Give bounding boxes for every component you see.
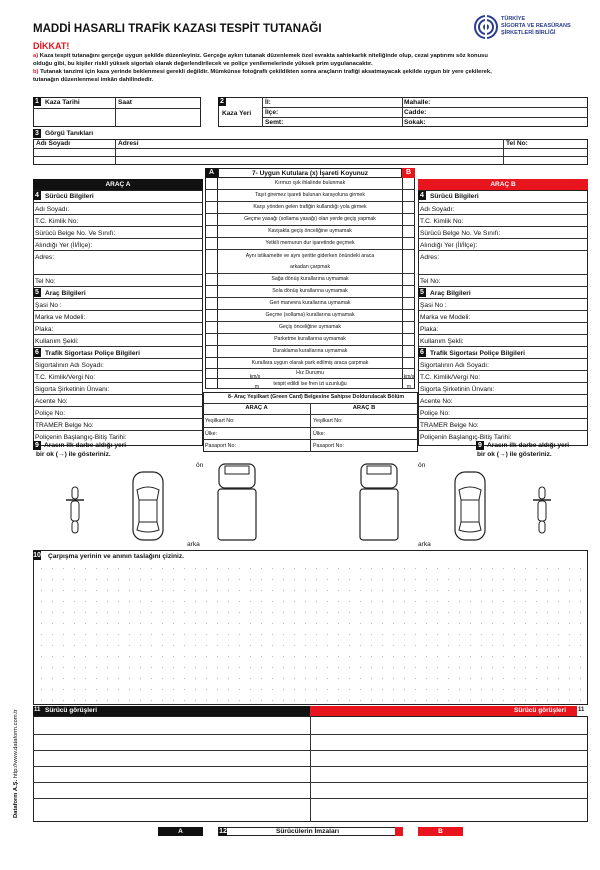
b-driver-address: Adres: — [420, 254, 440, 261]
b-driver-name: Adı Soyadı: — [420, 206, 455, 213]
footer-url: http://www.dataform.com.tr — [13, 709, 19, 779]
b-green-card: Yeşilkart No: — [313, 418, 343, 424]
signature-b-marker: B — [418, 827, 463, 836]
accident-place-label: Kaza Yeri — [222, 110, 252, 117]
a-passport: Pasaport No: — [205, 443, 236, 449]
b-insured-name: Sigortalının Adı Soyadı: — [420, 362, 489, 369]
accident-date-label: Kaza Tarihi — [45, 99, 80, 106]
vehicle-b-header: ARAÇ B — [418, 179, 588, 190]
logo-line3: ŞİRKETLERİ BİRLİĞİ — [501, 30, 556, 36]
rule-12: Geçiş önceliğine uymamak — [279, 324, 341, 330]
b-tramer: TRAMER Belge No: — [420, 422, 479, 429]
b-insurer: Sigorta Şirketinin Ünvanı: — [420, 386, 495, 393]
warning-b-prefix: b) — [33, 69, 39, 75]
a-policy-no: Poliçe No: — [35, 410, 66, 417]
b-back-label: arka — [418, 541, 431, 548]
rule-9: Sola dönüş kurallarına uymamak — [272, 288, 348, 294]
warning-a-prefix: a) — [33, 53, 39, 59]
warning-b2: tutanağın düzenlenmesi imkân dahilindedir. — [33, 77, 154, 83]
rule-7b: arkadan çarpmak — [289, 264, 331, 270]
b-policy-info-title: Trafik Sigortası Poliçe Bilgileri — [430, 350, 525, 357]
rule-11: Geçme (sollama) kurallarına uymamak — [265, 312, 355, 318]
b-license-place: Alındığı Yer (İl/İlçe): — [420, 242, 478, 249]
a-vehicle-info-title: Araç Bilgileri — [45, 290, 86, 297]
a-tramer: TRAMER Belge No: — [35, 422, 94, 429]
a-driver-tc: T.C. Kimlik No: — [35, 218, 79, 225]
district-label: İlçe: — [265, 109, 279, 116]
witnesses-table — [33, 139, 588, 165]
a-brake-unit: m — [254, 384, 260, 390]
b-plate: Plaka: — [420, 326, 439, 333]
a-section-11-number: 11 — [34, 707, 41, 713]
a-insured-name: Sigortalının Adı Soyadı: — [35, 362, 104, 369]
witness-name-header: Adı Soyadı — [36, 140, 71, 147]
b-agency: Acente No: — [420, 398, 453, 405]
b-vehicle-info-title: Araç Bilgileri — [430, 290, 471, 297]
b-policy-dates: Poliçenin Başlangıç-Bitiş Tarihi: — [420, 434, 512, 441]
a-driver-name: Adı Soyadı: — [35, 206, 70, 213]
section-12-number: 12 — [219, 828, 227, 835]
b-model: Marka ve Modeli: — [420, 314, 471, 321]
green-a-header: ARAÇ A — [245, 405, 268, 411]
rule-2: Taşıt giremez işareti bulunan karayoluna girmek — [255, 192, 365, 198]
a-chassis: Şasi No : — [35, 302, 62, 309]
sketch-area[interactable] — [36, 563, 584, 703]
a-motorcycle-icon — [65, 485, 85, 535]
rule-10: Geri manevra kurallarına uymamak — [269, 300, 351, 306]
rule-15: Kurallara uygun olarak park edilmiş araca çarpmak — [251, 360, 369, 366]
b-speed-unit: km/s — [403, 374, 415, 380]
b-opinions-input[interactable] — [311, 717, 587, 821]
b-section-6-number: 6 — [418, 348, 426, 357]
witness-address-header: Adresi — [118, 140, 139, 147]
section-2-number: 2 — [218, 97, 226, 106]
rule-4: Geçme yasağı (sollama yasağı) olan yerde geçiş yapmak — [244, 216, 376, 222]
b-policy-no: Poliçe No: — [420, 410, 451, 417]
a-usage: Kullanım Şekli: — [35, 338, 79, 345]
brake-label: tespit edildi ise fren izi uzunluğu — [273, 381, 347, 387]
a-truck-icon — [215, 462, 259, 542]
vehicle-a-marker: A — [205, 168, 218, 178]
b-driver-info-title: Sürücü Bilgileri — [430, 193, 479, 200]
b-passport: Pasaport No: — [313, 443, 344, 449]
b-section-5-number: 5 — [418, 288, 426, 297]
b-truck-icon — [357, 462, 401, 542]
section-3-number: 3 — [33, 129, 41, 138]
a-section-9-number: 9 — [33, 441, 41, 450]
sketch-title: Çarpışma yerinin ve anının taslağını çiziniz. — [48, 553, 184, 560]
province-label: İl: — [265, 99, 271, 106]
a-opinions-input[interactable] — [34, 717, 309, 821]
a-front-label: ön — [196, 462, 204, 469]
signatures-title: Sürücülerin İmzaları — [276, 828, 340, 835]
rule-5: Kavşakta geçiş önceliğine uymamak — [268, 228, 352, 234]
a-impact-line2: bir ok (→) ile gösteriniz. — [36, 451, 111, 458]
rule-13: Parketme kurallarına uymamak — [274, 336, 346, 342]
a-section-5-number: 5 — [33, 288, 41, 297]
avenue-label: Cadde: — [404, 109, 427, 116]
witness-phone-header: Tel No: — [506, 140, 528, 147]
a-driver-info-title: Sürücü Bilgileri — [45, 193, 94, 200]
b-driver-license: Sürücü Belge No. Ve Sınıfı: — [420, 230, 501, 237]
warning-a1: Kaza tespit tutanağını gerçeğe uygun şekilde düzenleyiniz. Gerçeğe aykırı tutanak düzenlemek özel evrakta sahtekarlık niteliğinde olup, cezai yaptırımı söz konusu — [39, 53, 488, 59]
a-agency: Acente No: — [35, 398, 68, 405]
accident-time-label: Saat — [118, 99, 132, 106]
rule-7a: Aynı istikamette ve aynı şeritte giderken önündeki araca — [245, 253, 375, 259]
rule-1: Kırmızı ışık ihlalinde bulunmak — [274, 180, 346, 186]
neighborhood-label: Mahalle: — [404, 99, 431, 106]
a-plate: Plaka: — [35, 326, 54, 333]
a-license-place: Alındığı Yer (İl/İlçe): — [35, 242, 93, 249]
a-green-card: Yeşilkart No: — [205, 418, 235, 424]
a-back-label: arka — [187, 541, 200, 548]
signature-red-tab — [395, 827, 403, 836]
rule-6: Yetkili memurun dur işaretinde geçmek — [265, 240, 355, 246]
b-impact-line2: bir ok (→) ile gösteriniz. — [477, 451, 552, 458]
accident-date-input[interactable] — [34, 109, 114, 126]
section-1-number: 1 — [33, 97, 41, 106]
b-driver-tc: T.C. Kimlik No: — [420, 218, 464, 225]
green-b-header: ARAÇ B — [352, 405, 376, 411]
vehicle-b-marker: B — [402, 168, 415, 178]
tsrsb-logo-icon — [474, 15, 498, 39]
b-motorcycle-icon — [532, 485, 552, 535]
b-chassis: Şasi No : — [420, 302, 447, 309]
street-label: Sokak: — [404, 119, 426, 126]
section-10-number: 10 — [33, 552, 41, 559]
b-brake-unit: m — [406, 384, 412, 390]
a-section-6-number: 6 — [33, 348, 41, 357]
warning-a2: olduğu gibi, bu kişiler riskli yüksek sigortalı olarak değerlendirilecek ve poliçe yenilemelerinde yüksek prim uygulanacaktır. — [33, 61, 373, 67]
a-impact-line1: Aracın ilk darbe aldığı yeri — [44, 442, 127, 449]
signature-a-marker: A — [158, 827, 203, 836]
b-insured-tc: T.C. Kimlik/Vergi No: — [420, 374, 481, 381]
b-section-4-number: 4 — [418, 191, 426, 200]
page-title: MADDİ HASARLI TRAFİK KAZASI TESPİT TUTANAĞI — [33, 23, 322, 35]
section-7-title: 7- Uygun Kutulara (x) İşareti Koyunuz — [218, 168, 402, 178]
b-usage: Kullanım Şekli: — [420, 338, 464, 345]
a-car-icon — [130, 470, 166, 542]
logo-line2: SİGORTA VE REASÜRANS — [501, 23, 571, 29]
b-front-label: ön — [418, 462, 426, 469]
warning-b1: Tutanak tanzimi için kaza yerinde beklenmesi gerekli değildir. Mümkünse fotoğraflı çekildikten sonra araçların trafiği aksatmayacak şekilde uygun bir yere çekilerek, — [40, 69, 492, 75]
a-speed-unit: km/s — [249, 374, 261, 380]
a-policy-dates: Poliçenin Başlangıç-Bitiş Tarihi: — [35, 434, 127, 441]
b-driver-phone: Tel No: — [420, 278, 441, 285]
a-country: Ülke: — [205, 431, 218, 437]
a-driver-phone: Tel No: — [35, 278, 56, 285]
a-driver-license: Sürücü Belge No. Ve Sınıfı: — [35, 230, 116, 237]
rule-14: Duraklama kurallarına uymamak — [272, 348, 348, 354]
b-impact-line1: Aracın ilk darbe aldığı yeri — [487, 442, 570, 449]
b-driver-opinions-title: Sürücü görüşleri — [514, 707, 567, 714]
a-insured-tc: T.C. Kimlik/Vergi No: — [35, 374, 96, 381]
accident-time-input[interactable] — [116, 109, 200, 126]
quarter-label: Semt: — [265, 119, 284, 126]
speed-label: Hız Durumu — [296, 370, 324, 376]
rule-3: Karşı yönden gelen trafiğin kullandığı yola girmek — [253, 204, 367, 210]
b-section-9-number: 9 — [476, 441, 484, 450]
logo-line1: TÜRKİYE — [501, 16, 526, 22]
vehicle-a-header: ARAÇ A — [33, 179, 203, 190]
a-insurer: Sigorta Şirketinin Ünvanı: — [35, 386, 110, 393]
witnesses-label: Görgü Tanıkları — [45, 130, 94, 137]
a-driver-address: Adres: — [35, 254, 55, 261]
a-policy-info-title: Trafik Sigortası Poliçe Bilgileri — [45, 350, 140, 357]
b-country: Ülke: — [313, 431, 326, 437]
rule-8: Sağa dönüş kurallarına uymamak — [271, 276, 349, 282]
a-driver-opinions-title: Sürücü görüşleri — [45, 707, 98, 714]
b-car-icon — [452, 470, 488, 542]
section-8-title: 8- Araç Yeşilkart (Green Card) Belgesine Sahipse Doldurulacak Bölüm — [228, 394, 405, 400]
warning-heading: DİKKAT! — [33, 41, 70, 51]
a-section-4-number: 4 — [33, 191, 41, 200]
b-section-11-number: 11 — [578, 707, 585, 713]
footer-company: Dataform A.Ş. — [13, 779, 19, 818]
a-model: Marka ve Modeli: — [35, 314, 86, 321]
